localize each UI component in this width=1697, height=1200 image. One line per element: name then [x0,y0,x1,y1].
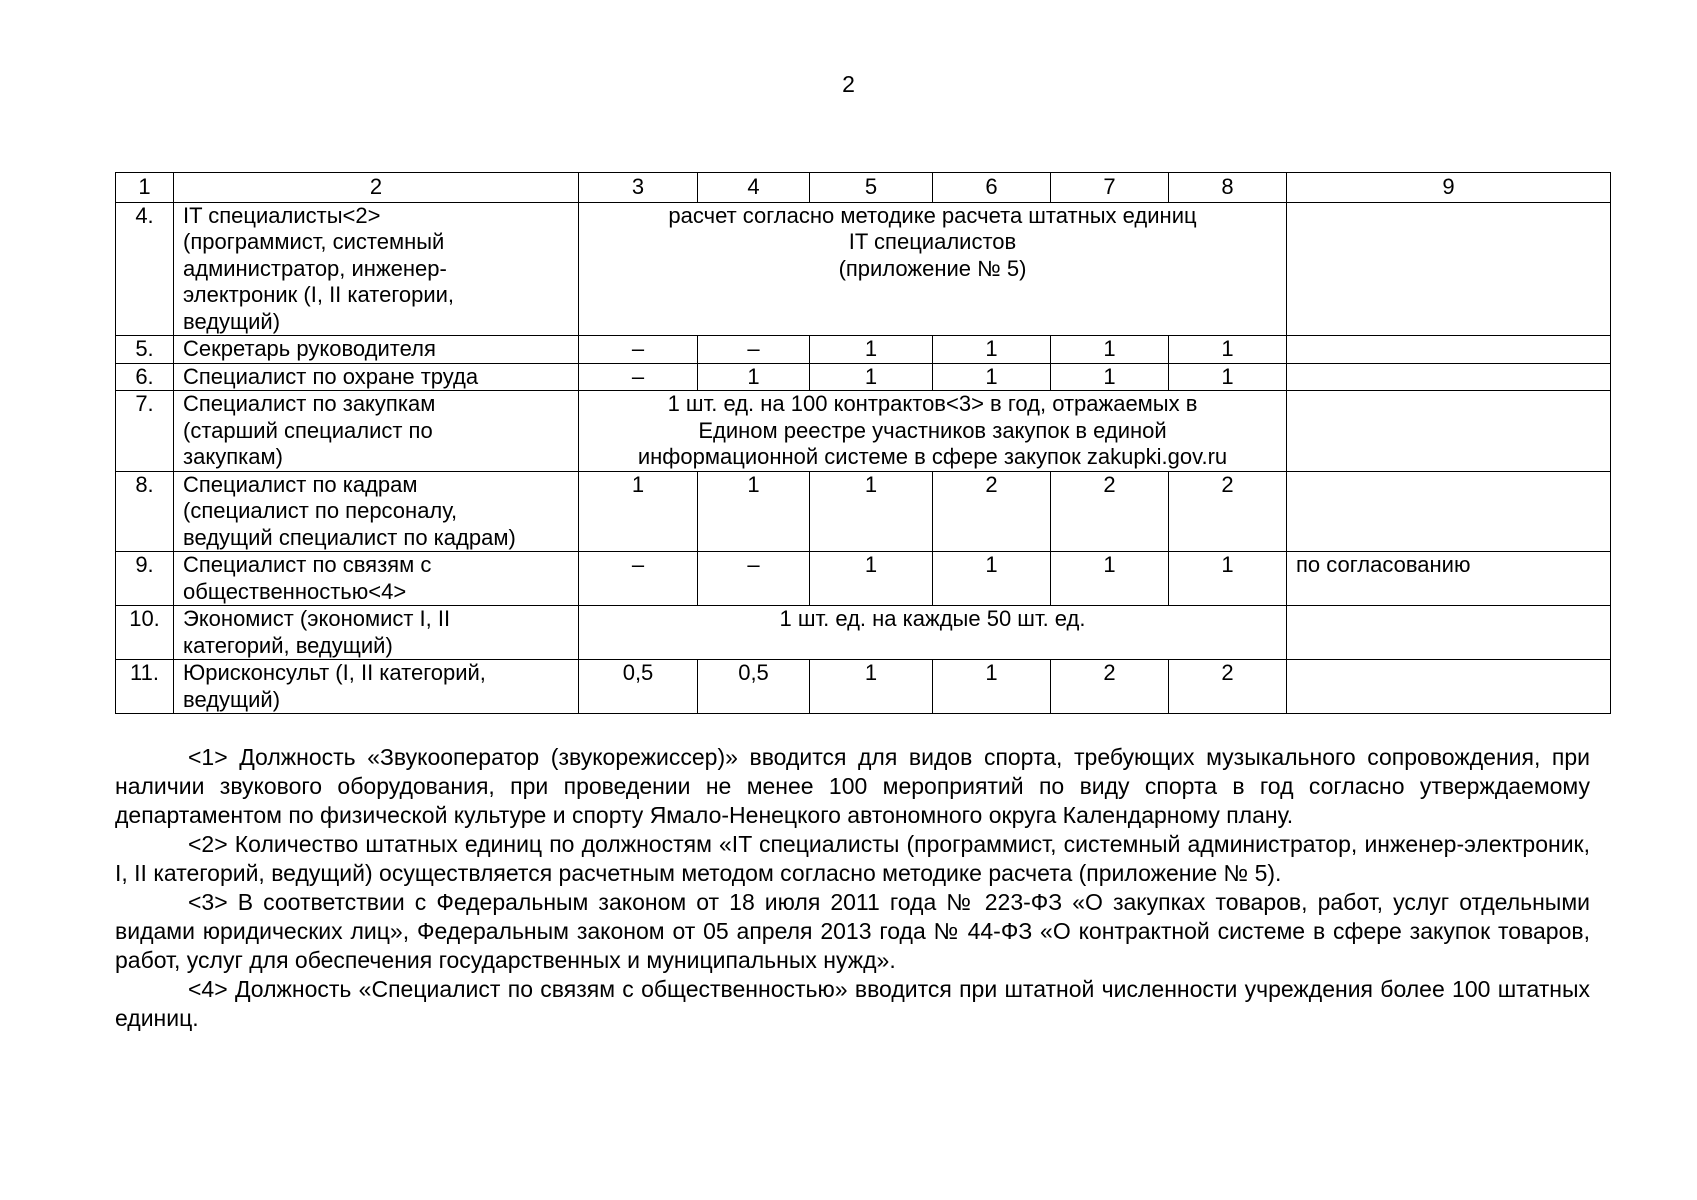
position-title-line: категорий, ведущий) [183,632,393,658]
row-number: 11. [116,660,174,714]
value-cell: – [579,363,698,391]
footnote: <3> В соответствии с Федеральным законом от 18 июля 2011 года № 223-ФЗ «О закупках товаров, работ, услуг отдельными видами юридических лиц», Федеральным законом от 05 апреля 2013 года № 44-ФЗ «О контрактной системе в сфере закупок товаров, работ, услуг для обеспечения государственных и муниципальных нужд». [115,889,1590,973]
position-title-line: (программист, системный [183,229,445,254]
position-title-line: Специалист по охране труда [183,363,479,389]
note-cell [1287,660,1611,714]
footnote: <1> Должность «Звукооператор (звукорежиссер)» вводится для видов спорта, требующих музыкального сопровождения, при наличии звукового оборудования, при проведении не менее 100 мероприятий по виду спорта в год согласно утверждаемому департаментом по физической культуре и спорту Ямало-Ненецкого автономного округа Календарному плану. [115,744,1590,828]
value-cell: 1 [1169,552,1287,606]
value-cell: 0,5 [698,660,810,714]
position-title [174,552,579,606]
row-number: 5. [116,336,174,364]
value-cell: 1 [1169,363,1287,391]
norm-text-line: 1 шт. ед. на 100 контрактов<3> в год, отражаемых в [667,391,1198,416]
value-cell: 1 [810,552,933,606]
row-number: 7. [116,391,174,472]
row-number: 6. [116,363,174,391]
position-title-line: ведущий) [183,308,281,334]
note-cell [1287,606,1611,660]
value-cell: – [698,552,810,606]
value-cell: 2 [1169,660,1287,714]
column-header: 4 [698,173,810,203]
position-title-line: ведущий специалист по кадрам) [183,524,516,550]
value-cell: 2 [1051,660,1169,714]
table-row [116,606,1611,660]
position-title-line: Экономист (экономист I, II [183,606,451,631]
note-cell [1287,363,1611,391]
position-title-line: ведущий) [183,686,281,712]
merged-norm-cell [579,606,1287,660]
note-cell [1287,202,1611,336]
position-title-line: закупкам) [183,444,283,469]
position-title [174,336,579,364]
footnote: <4> Должность «Специалист по связям с общественностью» вводится при штатной численности учреждения более 100 штатных единиц. [115,976,1590,1031]
position-title [174,606,579,660]
column-header: 1 [116,173,174,203]
table-row [116,552,1611,606]
value-cell: 1 [933,336,1051,364]
note-cell [1287,471,1611,552]
row-number: 9. [116,552,174,606]
row-number: 4. [116,202,174,336]
value-cell: 2 [1051,471,1169,552]
table-row [116,391,1611,472]
row-number: 8. [116,471,174,552]
position-title-line: электроник (I, II категории, [183,282,455,307]
row-number: 10. [116,606,174,660]
column-header: 6 [933,173,1051,203]
footnotes [115,743,1590,1033]
position-title [174,391,579,472]
norm-text-line: IT специалистов [848,229,1017,254]
note-cell: по согласованию [1287,552,1611,606]
column-header: 5 [810,173,933,203]
position-title-line: Секретарь руководителя [183,336,436,361]
value-cell: 1 [933,660,1051,714]
table-header-row [116,173,1611,203]
table-row [116,336,1611,364]
merged-norm-cell [579,202,1287,336]
position-title [174,660,579,714]
position-title-line: Специалист по закупкам [183,391,436,416]
value-cell: 1 [810,336,933,364]
norm-text-line: расчет согласно методике расчета штатных единиц [668,202,1197,228]
value-cell: 2 [933,471,1051,552]
position-title-line: (специалист по персоналу, [183,498,458,523]
value-cell: 1 [933,552,1051,606]
position-title [174,363,579,391]
value-cell: 1 [698,471,810,552]
table-row [116,363,1611,391]
value-cell: 1 [933,363,1051,391]
value-cell: 2 [1169,471,1287,552]
value-cell: – [579,552,698,606]
value-cell: 1 [1051,552,1169,606]
column-header: 7 [1051,173,1169,203]
value-cell: 1 [810,471,933,552]
value-cell: 0,5 [579,660,698,714]
value-cell: 1 [1051,336,1169,364]
position-title-line: (старший специалист по [183,417,433,443]
value-cell: – [698,336,810,364]
position-title-line: общественностью<4> [183,578,407,604]
value-cell: 1 [810,363,933,391]
page-number: 2 [842,71,855,97]
table-row [116,660,1611,714]
norm-text-line: информационной системе в сфере закупок zakupki.gov.ru [637,444,1228,469]
value-cell: 1 [1169,336,1287,364]
norm-text-line: 1 шт. ед. на каждые 50 шт. ед. [779,606,1086,631]
column-header: 9 [1287,173,1611,203]
norm-text-line: (приложение № 5) [838,255,1027,281]
position-title-line: Специалист по кадрам [183,471,418,497]
position-title-line: администратор, инженер- [183,255,447,281]
staffing-table [115,172,1611,714]
footnote: <2> Количество штатных единиц по должностям «IT специалисты (программист, системный администратор, инженер-электроник, I, II категорий, ведущий) осуществляется расчетным методом согласно методике расчета (приложение № 5). [115,831,1590,886]
value-cell: 1 [810,660,933,714]
value-cell: 1 [579,471,698,552]
position-title-line: Специалист по связям с [183,552,432,577]
column-header: 8 [1169,173,1287,203]
value-cell: 1 [698,363,810,391]
column-header: 2 [174,173,579,203]
table-row [116,471,1611,552]
position-title [174,202,579,336]
column-header: 3 [579,173,698,203]
note-cell [1287,336,1611,364]
note-cell [1287,391,1611,472]
table-row [116,202,1611,336]
position-title-line: Юрисконсульт (I, II категорий, [183,660,486,685]
position-title-line: IT специалисты<2> [183,202,381,228]
value-cell: – [579,336,698,364]
position-title [174,471,579,552]
norm-text-line: Едином реестре участников закупок в единой [698,417,1167,443]
merged-norm-cell [579,391,1287,472]
value-cell: 1 [1051,363,1169,391]
